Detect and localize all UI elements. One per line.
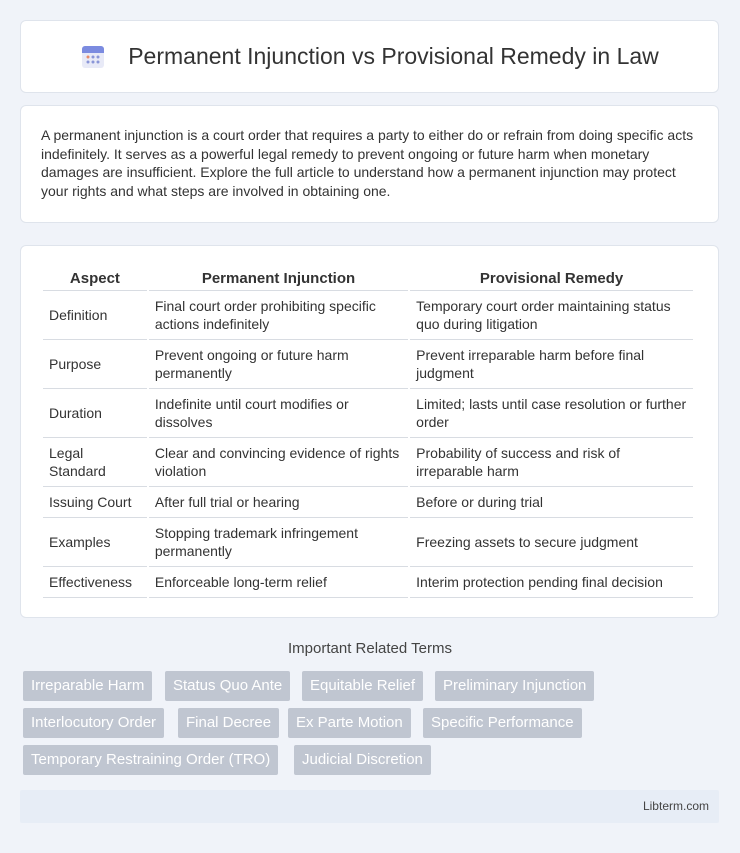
row-permanent: Indefinite until court modifies or dissolves — [149, 389, 408, 438]
tag-equitable-relief[interactable]: Equitable Relief — [302, 671, 423, 701]
table-row — [43, 487, 693, 518]
table-row — [43, 340, 693, 389]
row-aspect: Duration — [43, 389, 147, 438]
table-row — [43, 389, 693, 438]
row-aspect: Effectiveness — [43, 567, 147, 598]
row-provisional: Limited; lasts until case resolution or further order — [410, 389, 693, 438]
table-row — [43, 567, 693, 598]
page-title: Permanent Injunction vs Provisional Remedy in Law — [128, 43, 659, 69]
footer — [20, 790, 719, 823]
intro-text: A permanent injunction is a court order that requires a party to either do or refrain from doing specific acts indefinitely. It serves as a powerful legal remedy to prevent ongoing or future harm when monetary damages are insufficient. Explore the full article to understand how a permanent injunction may protect your rights and what steps are involved in obtaining one. — [41, 127, 694, 199]
comparison-table-card — [20, 245, 719, 618]
row-permanent: Prevent ongoing or future harm permanently — [149, 340, 408, 389]
row-provisional: Before or during trial — [410, 487, 693, 518]
tag-interlocutory-order[interactable]: Interlocutory Order — [23, 708, 164, 738]
header-aspect: Aspect — [43, 266, 147, 291]
tag-irreparable-harm[interactable]: Irreparable Harm — [23, 671, 152, 701]
header-card — [20, 20, 719, 93]
header-permanent-injunction: Permanent Injunction — [149, 266, 408, 291]
row-permanent: After full trial or hearing — [149, 487, 408, 518]
row-permanent: Clear and convincing evidence of rights violation — [149, 438, 408, 487]
row-provisional: Prevent irreparable harm before final judgment — [410, 340, 693, 389]
row-aspect: Legal Standard — [43, 438, 147, 487]
tag-judicial-discretion[interactable]: Judicial Discretion — [294, 745, 431, 775]
intro-card — [20, 105, 719, 223]
row-aspect: Definition — [43, 291, 147, 340]
related-terms-title: Important Related Terms — [288, 640, 452, 657]
table-row — [43, 291, 693, 340]
tag-status-quo-ante[interactable]: Status Quo Ante — [165, 671, 290, 701]
row-permanent: Enforceable long-term relief — [149, 567, 408, 598]
calendar-icon — [80, 44, 106, 70]
row-aspect: Examples — [43, 518, 147, 567]
comparison-table — [41, 266, 695, 598]
row-aspect: Purpose — [43, 340, 147, 389]
tag-ex-parte-motion[interactable]: Ex Parte Motion — [288, 708, 411, 738]
tag-preliminary-injunction[interactable]: Preliminary Injunction — [435, 671, 594, 701]
row-aspect: Issuing Court — [43, 487, 147, 518]
row-provisional: Freezing assets to secure judgment — [410, 518, 693, 567]
row-permanent: Final court order prohibiting specific actions indefinitely — [149, 291, 408, 340]
tag-temporary-restraining-order[interactable]: Temporary Restraining Order (TRO) — [23, 745, 278, 775]
tag-final-decree[interactable]: Final Decree — [178, 708, 279, 738]
row-provisional: Probability of success and risk of irreparable harm — [410, 438, 693, 487]
row-provisional: Temporary court order maintaining status quo during litigation — [410, 291, 693, 340]
row-permanent: Stopping trademark infringement permanently — [149, 518, 408, 567]
row-provisional: Interim protection pending final decision — [410, 567, 693, 598]
table-row — [43, 438, 693, 487]
tag-specific-performance[interactable]: Specific Performance — [423, 708, 582, 738]
footer-brand[interactable]: Libterm.com — [642, 799, 709, 813]
header-provisional-remedy: Provisional Remedy — [410, 266, 693, 291]
table-row — [43, 518, 693, 567]
